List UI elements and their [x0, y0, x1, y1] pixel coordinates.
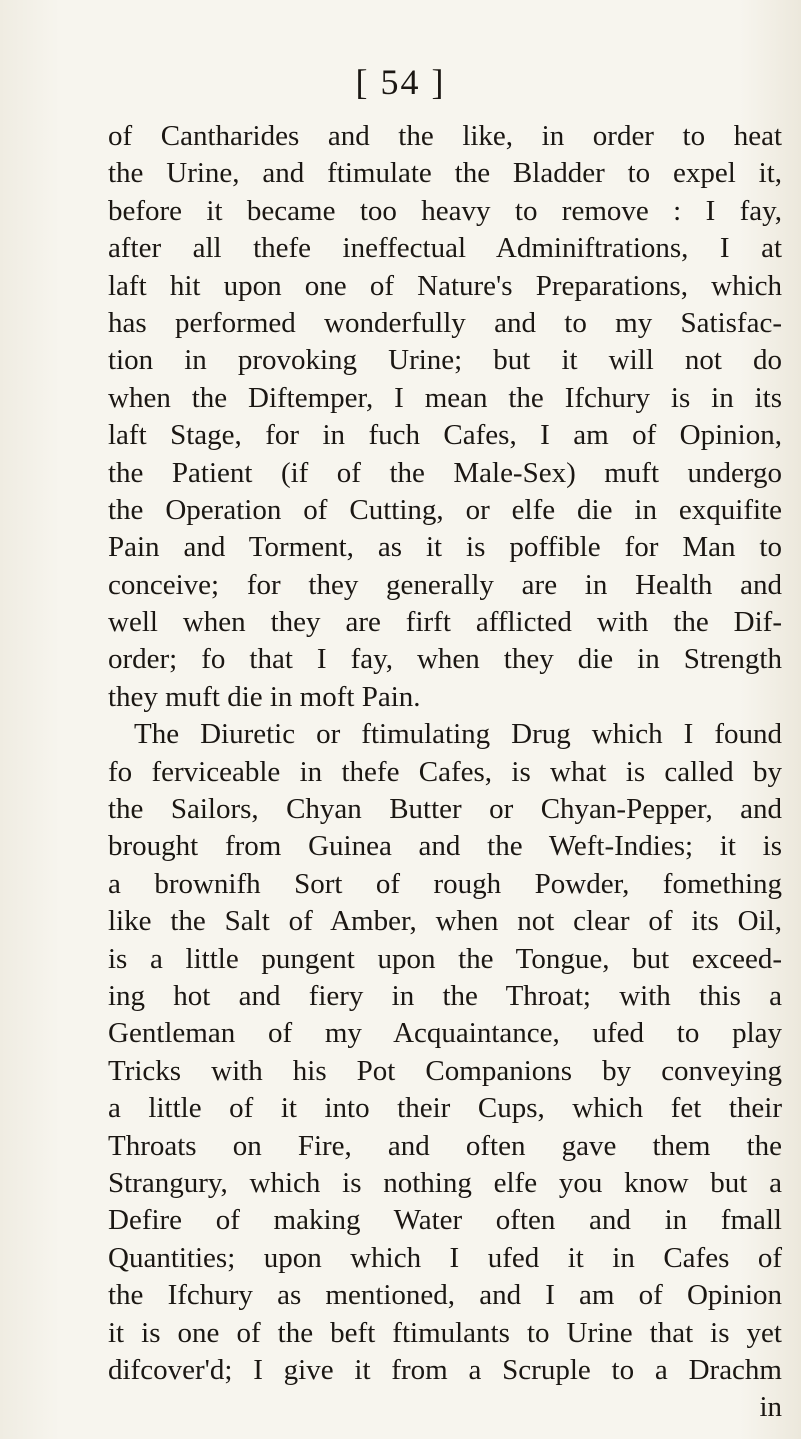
- text-line: the Sailors, Chyan Butter or Chyan-Pepper, and: [108, 793, 782, 826]
- text-line: Quantities; upon which I ufed it in Cafes of: [108, 1241, 782, 1274]
- body-text: [108, 118, 782, 1427]
- paragraph-start-line: The Diuretic or ftimulating Drug which I found: [134, 718, 782, 751]
- catchword: in: [759, 1391, 782, 1424]
- text-line: laft hit upon one of Nature's Preparations, which: [108, 269, 782, 302]
- text-line: Defire of making Water often and in fmall: [108, 1204, 782, 1237]
- text-line: a brownifh Sort of rough Powder, fomething: [108, 867, 782, 900]
- text-line: when the Diftemper, I mean the Ifchury is in its: [108, 381, 782, 414]
- text-line: the Ifchury as mentioned, and I am of Opinion: [108, 1279, 782, 1312]
- text-line: Tricks with his Pot Companions by conveying: [108, 1054, 782, 1087]
- text-line: Gentleman of my Acquaintance, ufed to play: [108, 1017, 782, 1050]
- text-line: like the Salt of Amber, when not clear of its Oil,: [108, 905, 782, 938]
- text-line: order; fo that I fay, when they die in Strength: [108, 643, 782, 676]
- text-line: a little of it into their Cups, which fet their: [108, 1092, 782, 1125]
- text-line: tion in provoking Urine; but it will not do: [108, 344, 782, 377]
- text-line: after all thefe ineffectual Adminiftrations, I at: [108, 232, 782, 265]
- text-line: the Patient (if of the Male-Sex) muft undergo: [108, 456, 782, 489]
- text-line: well when they are firft afflicted with the Dif-: [108, 606, 782, 639]
- text-line: ing hot and fiery in the Throat; with this a: [108, 979, 782, 1012]
- text-line: it is one of the beft ftimulants to Urine that is yet: [108, 1316, 782, 1349]
- text-line: they muft die in moft Pain.: [108, 680, 421, 713]
- text-line: brought from Guinea and the Weft-Indies; it is: [108, 830, 782, 863]
- text-line: the Urine, and ftimulate the Bladder to expel it,: [108, 157, 782, 190]
- text-line: conceive; for they generally are in Health and: [108, 568, 782, 601]
- text-line: has performed wonderfully and to my Satisfac-: [108, 306, 782, 339]
- page-number-header: [ 54 ]: [355, 62, 446, 102]
- text-line: the Operation of Cutting, or elfe die in exquifite: [108, 493, 782, 526]
- text-line: of Cantharides and the like, in order to heat: [108, 120, 782, 152]
- text-line: difcover'd; I give it from a Scruple to a Drachm: [108, 1353, 782, 1386]
- text-line: Throats on Fire, and often gave them the: [108, 1129, 782, 1162]
- text-line: is a little pungent upon the Tongue, but exceed-: [108, 942, 782, 975]
- text-line: Strangury, which is nothing elfe you know but a: [108, 1166, 782, 1199]
- text-line: before it became too heavy to remove : I fay,: [108, 194, 782, 227]
- text-line: Pain and Torment, as it is poffible for Man to: [108, 531, 782, 564]
- text-line: fo ferviceable in thefe Cafes, is what is called by: [108, 755, 782, 788]
- text-line: laft Stage, for in fuch Cafes, I am of Opinion,: [108, 419, 782, 452]
